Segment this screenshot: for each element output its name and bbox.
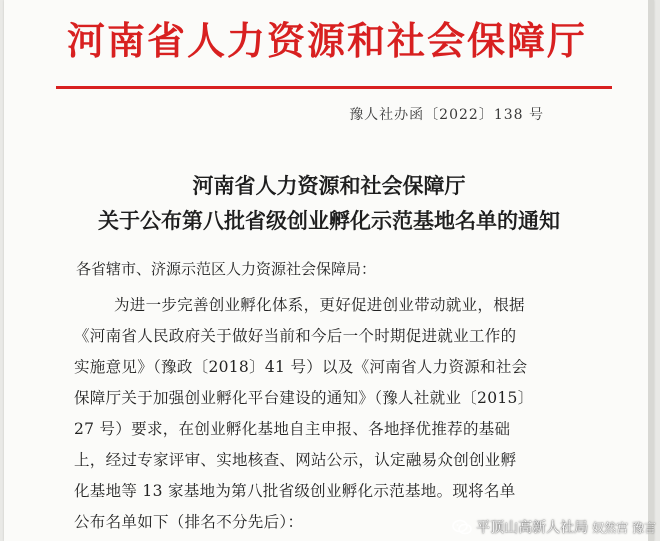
- document-title-line-2: 关于公布第八批省级创业孵化示范基地名单的通知: [98, 208, 560, 233]
- body-line: 保障厅关于加强创业孵化平台建设的通知》（豫人社就业〔2015〕: [74, 389, 534, 407]
- watermark-text: 平顶山高新人社局: [476, 520, 589, 536]
- document-page: [4, 0, 654, 541]
- body-line: 为进一步完善创业孵化体系，更好促进创业带动就业，根据: [114, 296, 525, 314]
- wechat-icon: [452, 519, 472, 535]
- body-line: 实施意见》（豫政〔2018〕41 号）以及《河南省人力资源和社会: [74, 358, 528, 376]
- letterhead-org-name: 河南省人力资源和社会保障厅: [66, 18, 587, 63]
- body-line: 《河南省人民政府关于做好当前和今后一个时期促进就业工作的: [74, 327, 517, 345]
- watermark-overlay-text: 奴然宫 豫言: [592, 520, 656, 535]
- wechat-watermark: [452, 517, 656, 537]
- body-line: 化基地等 13 家基地为第八批省级创业孵化示范基地。现将名单: [74, 482, 516, 500]
- body-line: 27 号）要求，在创业孵化基地自主申报、各地择优推荐的基础: [74, 420, 511, 438]
- addressee: 各省辖市、济源示范区人力资源社会保障局：: [76, 260, 377, 278]
- document-title-line-1: 河南省人力资源和社会保障厅: [192, 173, 466, 198]
- page-gutter: [648, 0, 654, 541]
- body-line: 公布名单如下（排名不分先后）：: [74, 513, 304, 531]
- letterhead-red-rule: [56, 86, 612, 89]
- body-line: 上，经过专家评审、实地核查、网站公示，认定融易众创创业孵: [74, 451, 517, 469]
- document-number: 豫人社办函〔2022〕138 号: [349, 107, 544, 123]
